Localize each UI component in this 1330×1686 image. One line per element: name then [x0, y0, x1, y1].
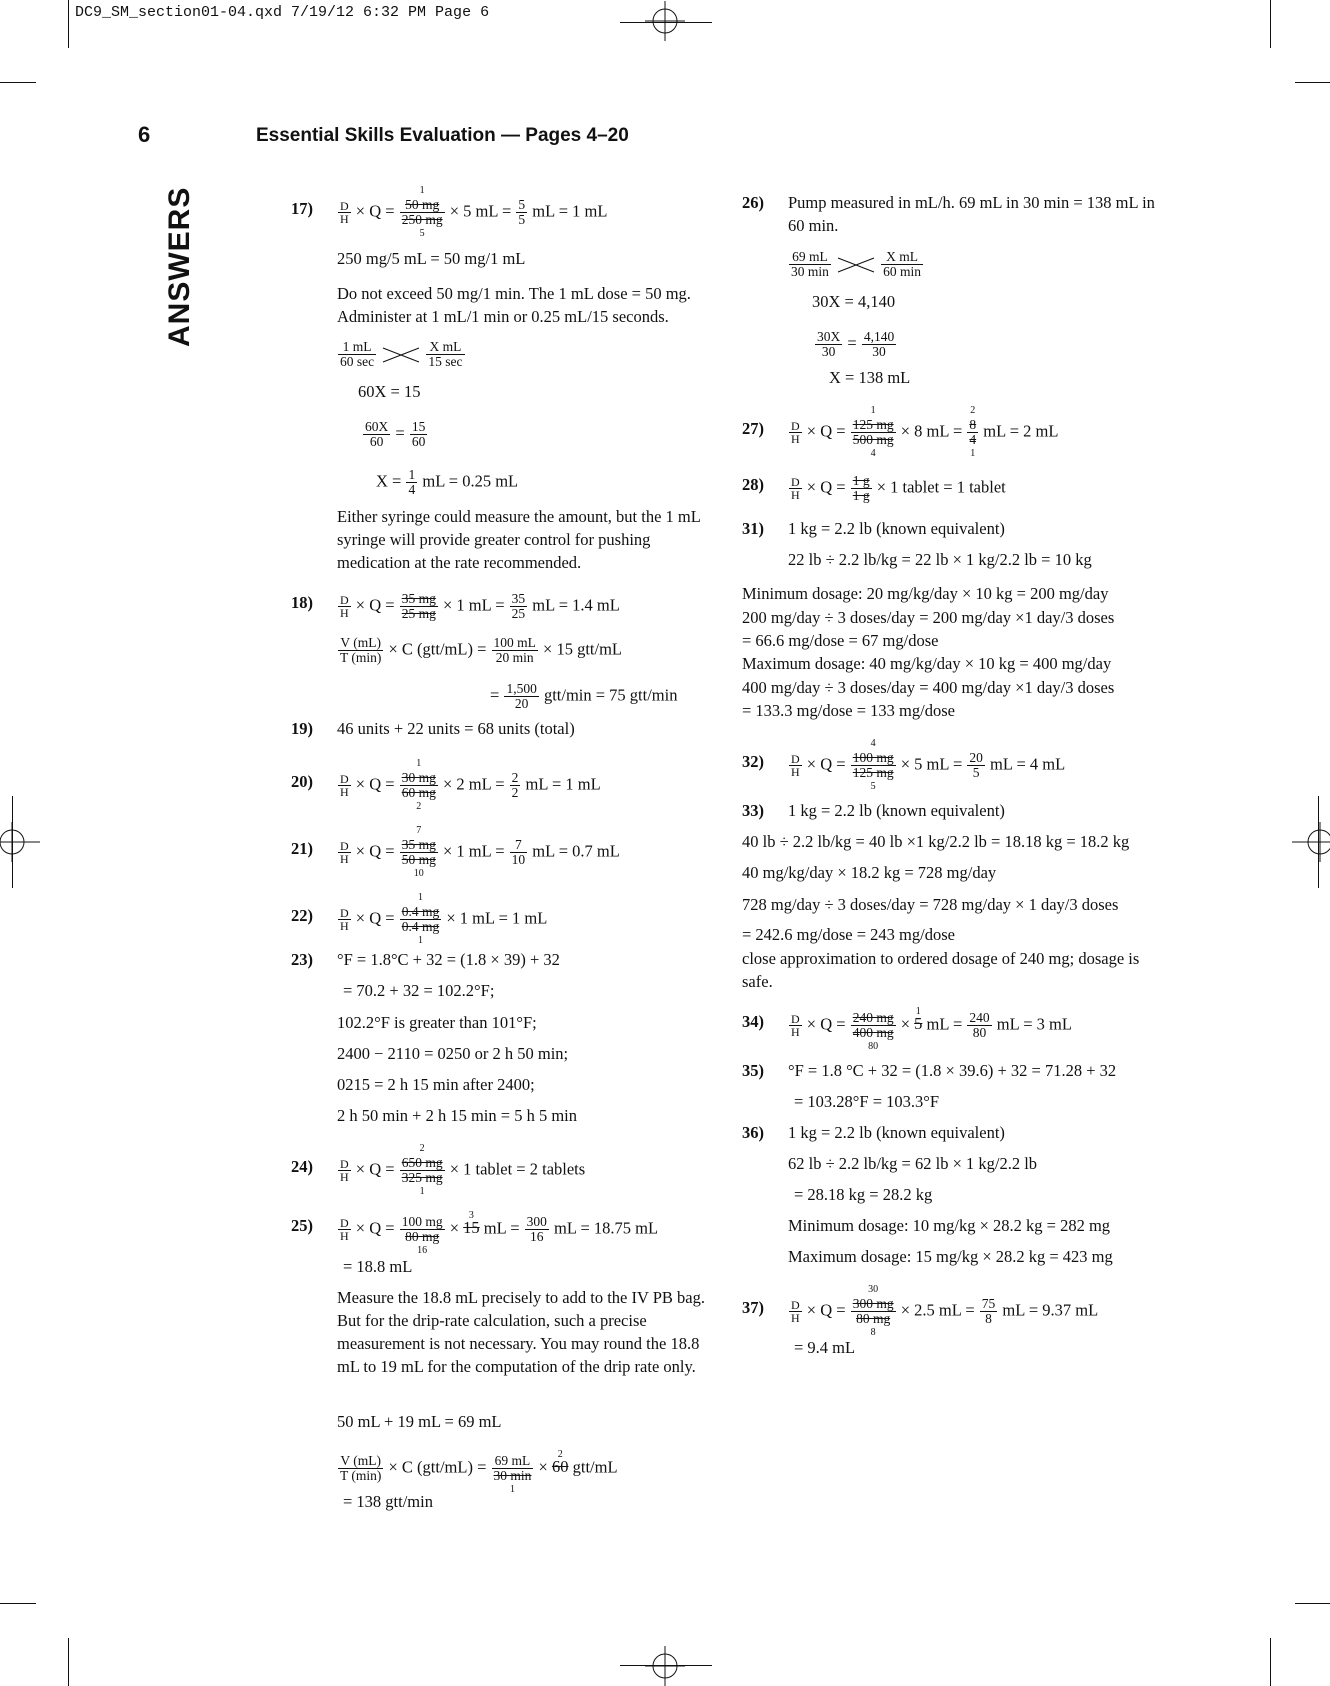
ratio-proportion: 69 mL 30 min X mL 60 min	[791, 249, 922, 279]
problem-number: 25)	[291, 1216, 313, 1235]
problem-number: 37)	[742, 1298, 764, 1317]
equation-line: X = $\frac{1}{4}$ mL = 0.25 mL	[376, 467, 519, 497]
registration-mark-icon	[645, 1646, 685, 1686]
text-line: Maximum dosage: 15 mg/kg × 28.2 kg = 423 mg	[788, 1247, 1113, 1266]
equation-line: $\frac{D}{H}$ × Q = 1 0.4 mg 0.4 mg 1 × 1 mL = 1 mL	[340, 892, 548, 946]
registration-mark-icon	[645, 1, 685, 41]
crop-mark	[68, 0, 69, 48]
cross-multiply-icon	[381, 344, 421, 366]
problem-number: 33)	[742, 801, 764, 820]
text-line: 40 lb ÷ 2.2 lb/kg = 40 lb ×1 kg/2.2 lb = 18.18 kg = 18.2 kg	[742, 832, 1130, 851]
equation-line: $\frac{D}{H}$ × Q = 30 300 mg 80 mg 8 × 2.5 mL = $\frac{75}{8}$ mL = 9.37 mL	[791, 1284, 1099, 1338]
equation-line: $\frac{D}{H}$ × Q = 100 mg 80 mg 16 × 3 15 mL = $\frac{300}{16}$ mL = 18.75 mL	[340, 1210, 659, 1256]
problem-number: 27)	[742, 419, 764, 438]
equation-line: 30X = 4,140	[812, 292, 896, 311]
text-line: 22 lb ÷ 2.2 lb/kg = 22 lb × 1 kg/2.2 lb = 10 kg	[788, 550, 1092, 569]
text-line: = 18.8 mL	[343, 1257, 413, 1276]
problem-number: 20)	[291, 772, 313, 791]
paragraph: Measure the 18.8 mL precisely to add to the IV PB bag. But for the drip-rate calculation, such a precise measurement is not necessary. You may round the 18.8 mL to 19 mL for the computation of the drip rate only.	[337, 1288, 705, 1376]
text-line: Maximum dosage: 40 mg/kg/day × 10 kg = 400 mg/day	[742, 654, 1112, 673]
text-line: = 133.3 mg/dose = 133 mg/dose	[742, 701, 955, 720]
text-line: 728 mg/day ÷ 3 doses/day = 728 mg/day × 1 day/3 doses	[742, 895, 1119, 914]
text-line: 1 kg = 2.2 lb (known equivalent)	[788, 1123, 1005, 1142]
text-line: 50 mL + 19 mL = 69 mL	[337, 1412, 502, 1431]
crop-mark	[620, 1665, 712, 1666]
text-line: 1 kg = 2.2 lb (known equivalent)	[788, 519, 1005, 538]
text-line: = 9.4 mL	[794, 1338, 856, 1357]
cross-multiply-icon	[836, 254, 876, 276]
text-line: = 103.28°F = 103.3°F	[794, 1092, 940, 1111]
problem-number: 19)	[291, 719, 313, 738]
text-line: = 70.2 + 32 = 102.2°F;	[343, 981, 495, 1000]
running-head: Essential Skills Evaluation — Pages 4–20	[256, 125, 629, 146]
problem-number: 17)	[291, 199, 313, 218]
problem-number: 21)	[291, 839, 313, 858]
ratio-proportion: 1 mL 60 sec X mL 15 sec	[340, 339, 463, 369]
equation-line: = $\frac{1,500}{20}$ gtt/min = 75 gtt/min	[490, 681, 678, 711]
crop-mark	[1270, 1638, 1271, 1686]
page-number: 6	[138, 122, 151, 147]
crop-mark	[1295, 1603, 1330, 1604]
equation-line: X = 138 mL	[829, 368, 911, 387]
problem-number: 35)	[742, 1061, 764, 1080]
text-line: = 138 gtt/min	[343, 1492, 433, 1511]
paragraph: Pump measured in mL/h. 69 mL in 30 min = 138 mL in 60 min.	[788, 193, 1155, 235]
text-line: 2400 − 2110 = 0250 or 2 h 50 min;	[337, 1044, 569, 1063]
slug-line: DC9_SM_section01-04.qxd 7/19/12 6:32 PM Page 6	[75, 4, 490, 21]
text-line: 2 h 50 min + 2 h 15 min = 5 h 5 min	[337, 1106, 577, 1125]
text-line: 40 mg/kg/day × 18.2 kg = 728 mg/day	[742, 863, 997, 882]
problem-number: 32)	[742, 752, 764, 771]
crop-mark	[620, 22, 712, 23]
text-line: 400 mg/day ÷ 3 doses/day = 400 mg/day ×1 day/3 doses	[742, 678, 1115, 697]
equation-line: V (mL) T (min) × C (gtt/mL) = 69 mL 30 min 1 × 2 60 gtt/mL	[340, 1449, 618, 1495]
paragraph: Do not exceed 50 mg/1 min. The 1 mL dose = 50 mg. Administer at 1 mL/1 min or 0.25 mL/15 seconds.	[337, 284, 691, 326]
equation-line: $\frac{D}{H}$ × Q = 1 125 mg 500 mg 4 × 8 mL = 2 8 4 1 mL = 2 mL	[791, 405, 1059, 459]
equation-line: $\frac{60X}{60}$ = $\frac{15}{60}$	[365, 419, 426, 449]
crop-mark	[0, 82, 36, 83]
registration-mark-icon	[0, 822, 40, 862]
problem-number: 36)	[742, 1123, 764, 1142]
problem-number: 18)	[291, 593, 313, 612]
crop-mark	[68, 1638, 69, 1686]
crop-mark	[1318, 796, 1319, 888]
problem-number: 23)	[291, 950, 313, 969]
crop-mark	[12, 796, 13, 888]
equation-line: V (mL) T (min) × C (gtt/mL) = 100 mL 20 min × 15 gtt/mL	[340, 635, 623, 665]
problem-number: 26)	[742, 193, 764, 212]
text-line: 0215 = 2 h 15 min after 2400;	[337, 1075, 535, 1094]
text-line: 46 units + 22 units = 68 units (total)	[337, 719, 575, 738]
text-line: = 242.6 mg/dose = 243 mg/dose	[742, 925, 955, 944]
problem-number: 28)	[742, 475, 764, 494]
equation-line: $\frac{D}{H}$ × Q = $\frac{35 mg}{25 mg}$ × 1 mL = $\frac{35}{25}$ mL = 1.4 mL	[340, 591, 620, 621]
problem-number: 24)	[291, 1157, 313, 1176]
text-line: 200 mg/day ÷ 3 doses/day = 200 mg/day ×1 day/3 doses	[742, 608, 1115, 627]
equation-line: $\frac{D}{H}$ × Q = 7 35 mg 50 mg 10 × 1 mL = $\frac{7}{10}$ mL = 0.7 mL	[340, 825, 620, 879]
equation-line: $\frac{D}{H}$ × Q = 1 30 mg 60 mg 2 × 2 mL = $\frac{2}{2}$ mL = 1 mL	[340, 758, 601, 812]
paragraph: close approximation to ordered dosage of 240 mg; dosage is safe.	[742, 949, 1140, 991]
problem-number: 31)	[742, 519, 764, 538]
problem-number: 34)	[742, 1012, 764, 1031]
text-line: °F = 1.8 °C + 32 = (1.8 × 39.6) + 32 = 71.28 + 32	[788, 1061, 1117, 1080]
text-line: °F = 1.8°C + 32 = (1.8 × 39) + 32	[337, 950, 560, 969]
text-line: 250 mg/5 mL = 50 mg/1 mL	[337, 249, 526, 268]
problem-number: 22)	[291, 906, 313, 925]
equation-line: $\frac{D}{H}$ × Q = $\frac{1 g}{1 g}$ × 1 tablet = 1 tablet	[791, 473, 1006, 503]
equation-line: $\frac{D}{H}$ × Q = 4 100 mg 125 mg 5 × 5 mL = $\frac{20}{5}$ mL = 4 mL	[791, 738, 1066, 792]
side-tab: ANSWERS	[163, 186, 196, 347]
crop-mark	[0, 1603, 36, 1604]
equation-line: 60X = 15	[358, 382, 421, 401]
crop-mark	[1270, 0, 1271, 48]
equation-line: $\frac{D}{H}$ × Q = 2 650 mg 325 mg 1 × 1 tablet = 2 tablets	[340, 1143, 586, 1197]
equation-line: $\frac{D}{H}$ × Q = 1 50 mg 250 mg 5 × 5 mL = $\frac{5}{5}$ mL = 1 mL	[340, 185, 608, 239]
registration-mark-icon	[1292, 822, 1330, 862]
paragraph: Either syringe could measure the amount, but the 1 mL syringe will provide greater control for pushing medication at the rate recommended.	[337, 507, 701, 572]
equation-line: $\frac{D}{H}$ × Q = 240 mg 400 mg 80 × 1 5 mL = $\frac{240}{80}$ mL = 3 mL	[791, 1006, 1072, 1052]
crop-mark	[1295, 82, 1330, 83]
text-line: = 28.18 kg = 28.2 kg	[794, 1185, 933, 1204]
text-line: Minimum dosage: 20 mg/kg/day × 10 kg = 200 mg/day	[742, 584, 1109, 603]
text-line: Minimum dosage: 10 mg/kg × 28.2 kg = 282 mg	[788, 1216, 1111, 1235]
text-line: 102.2°F is greater than 101°F;	[337, 1013, 537, 1032]
text-line: 62 lb ÷ 2.2 lb/kg = 62 lb × 1 kg/2.2 lb	[788, 1154, 1038, 1173]
equation-line: $\frac{30X}{30}$ = $\frac{4,140}{30}$	[817, 329, 895, 359]
text-line: 1 kg = 2.2 lb (known equivalent)	[788, 801, 1005, 820]
text-line: = 66.6 mg/dose = 67 mg/dose	[742, 631, 939, 650]
